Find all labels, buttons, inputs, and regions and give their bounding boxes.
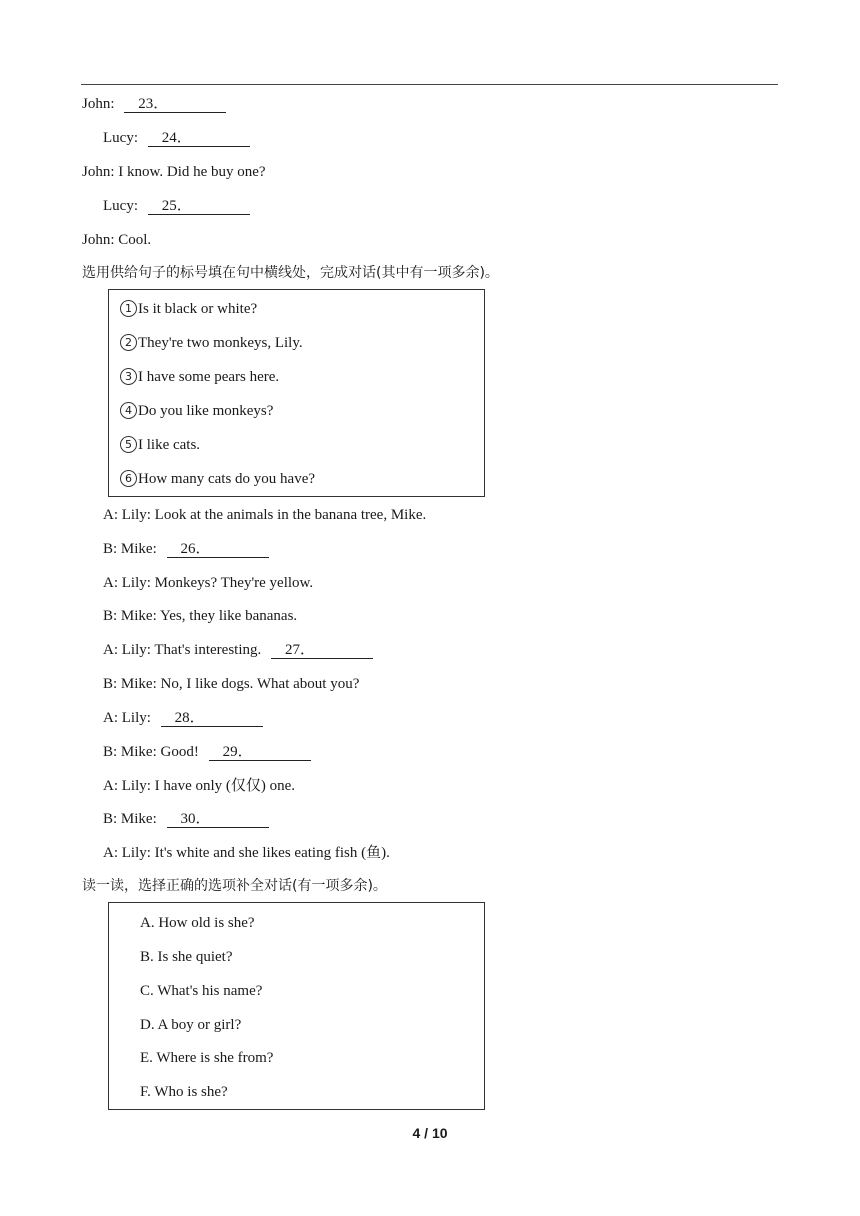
dialogue-line xyxy=(103,197,250,215)
circled-number: 2 xyxy=(120,334,137,351)
option-text: Is it black or white? xyxy=(138,301,258,317)
speaker: A: Lily: xyxy=(103,710,151,726)
circled-number: 6 xyxy=(120,470,137,487)
option-text: Do you like monkeys? xyxy=(138,403,274,419)
dialogue-line: A: Lily: Look at the animals in the banana tree, Mike. xyxy=(103,507,427,523)
speaker: A: Lily: That's interesting. xyxy=(103,642,262,658)
dialogue-line xyxy=(82,95,226,113)
dialogue-line xyxy=(103,641,373,659)
option-item: E. Where is she from? xyxy=(140,1050,274,1066)
speaker: Lucy: xyxy=(103,198,138,214)
answer-blank-30[interactable]: 30． xyxy=(167,811,269,828)
dialogue-line: A: Lily: I have only (仅仅) one. xyxy=(103,778,296,794)
circled-number: 5 xyxy=(120,436,137,453)
option-item: A. How old is she? xyxy=(140,915,255,931)
dialogue-line xyxy=(103,810,269,828)
dialogue-line xyxy=(103,540,269,558)
answer-blank-23[interactable]: 23． xyxy=(124,96,226,113)
options-box xyxy=(108,902,485,1110)
option-item xyxy=(120,300,257,318)
option-item xyxy=(120,368,279,386)
section-instruction: 读一读，选择正确的选项补全对话(有一项多余)。 xyxy=(82,878,387,894)
dialogue-line: A: Lily: Monkeys? They're yellow. xyxy=(103,575,314,591)
dialogue-line: B: Mike: Yes, they like bananas. xyxy=(103,608,298,624)
option-item xyxy=(120,436,200,454)
speaker: John: xyxy=(82,96,115,112)
speaker: Lucy: xyxy=(103,130,138,146)
option-item xyxy=(120,334,303,352)
options-box xyxy=(108,289,485,497)
option-text: How many cats do you have? xyxy=(138,471,316,487)
answer-blank-29[interactable]: 29． xyxy=(209,744,311,761)
dialogue-line: B: Mike: No, I like dogs. What about you? xyxy=(103,676,360,692)
header-rule xyxy=(81,84,778,85)
option-item: C. What's his name? xyxy=(140,983,263,999)
dialogue-line: John: I know. Did he buy one? xyxy=(82,164,266,180)
option-item xyxy=(120,470,315,488)
speaker: B: Mike: xyxy=(103,541,157,557)
dialogue-line: John: Cool. xyxy=(82,232,152,248)
option-text: I like cats. xyxy=(138,437,201,453)
dialogue-line xyxy=(103,129,250,147)
circled-number: 1 xyxy=(120,300,137,317)
option-text: They're two monkeys, Lily. xyxy=(138,335,303,351)
option-item: D. A boy or girl? xyxy=(140,1017,242,1033)
circled-number: 3 xyxy=(120,368,137,385)
speaker: B: Mike: Good! xyxy=(103,744,199,760)
dialogue-line: A: Lily: It's white and she likes eating fish (鱼). xyxy=(103,845,390,861)
answer-blank-27[interactable]: 27． xyxy=(271,642,373,659)
option-item: F. Who is she? xyxy=(140,1084,228,1100)
answer-blank-25[interactable]: 25． xyxy=(148,198,250,215)
circled-number: 4 xyxy=(120,402,137,419)
dialogue-line xyxy=(103,709,263,727)
option-text: I have some pears here. xyxy=(138,369,280,385)
answer-blank-24[interactable]: 24． xyxy=(148,130,250,147)
speaker: B: Mike: xyxy=(103,811,157,827)
page-number: 4 / 10 xyxy=(412,1125,448,1141)
dialogue-line xyxy=(103,743,311,761)
section-instruction: 选用供给句子的标号填在句中横线处，完成对话(其中有一项多余)。 xyxy=(82,265,499,281)
answer-blank-28[interactable]: 28． xyxy=(161,710,263,727)
option-item: B. Is she quiet? xyxy=(140,949,233,965)
option-item xyxy=(120,402,273,420)
answer-blank-26[interactable]: 26． xyxy=(167,541,269,558)
